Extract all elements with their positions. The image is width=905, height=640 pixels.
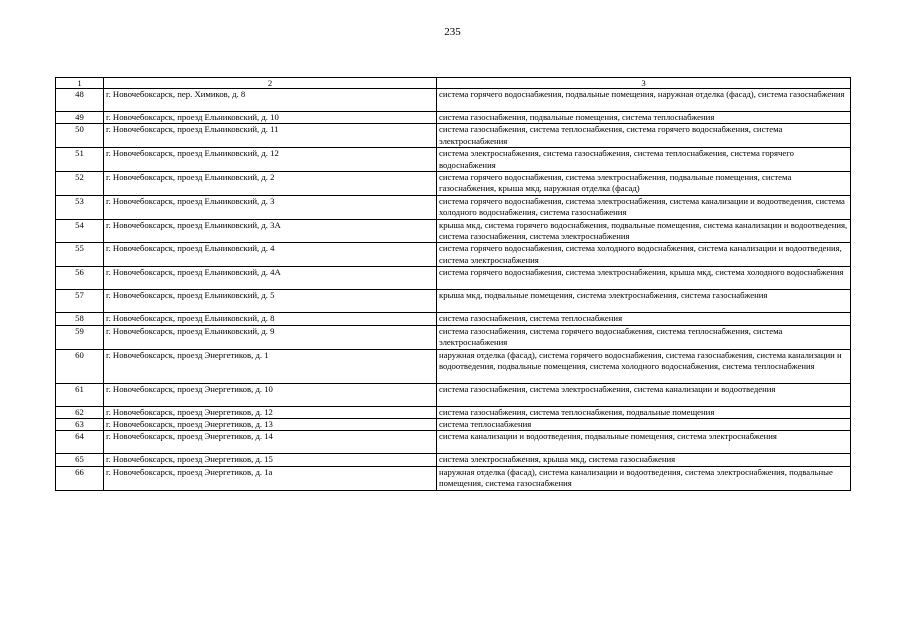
table-row	[56, 454, 851, 466]
row-number: 63	[56, 418, 104, 430]
row-address: г. Новочебоксарск, проезд Ельниковский, д. 12	[104, 148, 437, 172]
row-systems: система электроснабжения, система газоснабжения, система теплоснабжения, система горячего водоснабжения	[437, 148, 851, 172]
page-number: 235	[444, 26, 461, 38]
table-row	[56, 243, 851, 267]
table-row	[56, 148, 851, 172]
row-address: г. Новочебоксарск, проезд Энергетиков, д. 15	[104, 454, 437, 466]
row-number: 48	[56, 89, 104, 112]
row-number: 62	[56, 406, 104, 418]
row-number: 50	[56, 124, 104, 148]
column-header-number: 1	[56, 78, 104, 89]
table-row	[56, 313, 851, 325]
row-systems: система горячего водоснабжения, система электроснабжения, подвальные помещения, система газоснабжения, крыша мкд, наружная отделка (фасад)	[437, 172, 851, 196]
row-address: г. Новочебоксарск, проезд Ельниковский, д. 5	[104, 290, 437, 313]
table-row	[56, 112, 851, 124]
table-row	[56, 349, 851, 383]
table-row	[56, 290, 851, 313]
row-number: 53	[56, 195, 104, 219]
row-systems: наружная отделка (фасад), система горячего водоснабжения, система газоснабжения, система канализации и водоотведения, подвальные помещения, система холодного водоснабжения, система теплоснабжения	[437, 349, 851, 383]
row-systems: система газоснабжения, система теплоснабжения, подвальные помещения	[437, 406, 851, 418]
column-header-systems: 3	[437, 78, 851, 89]
row-number: 54	[56, 219, 104, 243]
row-address: г. Новочебоксарск, проезд Ельниковский, д. 4А	[104, 267, 437, 290]
table-row	[56, 267, 851, 290]
table-row	[56, 325, 851, 349]
row-number: 55	[56, 243, 104, 267]
column-header-address: 2	[104, 78, 437, 89]
row-address: г. Новочебоксарск, проезд Энергетиков, д. 13	[104, 418, 437, 430]
row-systems: система газоснабжения, система электроснабжения, система канализации и водоотведения	[437, 383, 851, 406]
table-row	[56, 195, 851, 219]
table-header-row	[56, 78, 851, 89]
row-systems: система газоснабжения, подвальные помещения, система теплоснабжения	[437, 112, 851, 124]
row-address: г. Новочебоксарск, проезд Ельниковский, д. 3А	[104, 219, 437, 243]
row-systems: система газоснабжения, система теплоснабжения, система горячего водоснабжения, система электроснабжения	[437, 124, 851, 148]
row-number: 61	[56, 383, 104, 406]
row-number: 60	[56, 349, 104, 383]
row-systems: система теплоснабжения	[437, 418, 851, 430]
row-number: 49	[56, 112, 104, 124]
table-row	[56, 89, 851, 112]
table-row	[56, 431, 851, 454]
row-address: г. Новочебоксарск, пер. Химиков, д. 8	[104, 89, 437, 112]
table-row	[56, 219, 851, 243]
row-systems: система канализации и водоотведения, подвальные помещения, система электроснабжения	[437, 431, 851, 454]
table-row	[56, 466, 851, 490]
row-systems: система горячего водоснабжения, система холодного водоснабжения, система канализации и водоотведения, система электроснабжения	[437, 243, 851, 267]
row-address: г. Новочебоксарск, проезд Ельниковский, д. 10	[104, 112, 437, 124]
row-number: 64	[56, 431, 104, 454]
row-address: г. Новочебоксарск, проезд Ельниковский, д. 4	[104, 243, 437, 267]
row-systems: система газоснабжения, система теплоснабжения	[437, 313, 851, 325]
row-systems: система горячего водоснабжения, система электроснабжения, крыша мкд, система холодного водоснабжения	[437, 267, 851, 290]
row-address: г. Новочебоксарск, проезд Ельниковский, д. 9	[104, 325, 437, 349]
row-systems: система горячего водоснабжения, подвальные помещения, наружная отделка (фасад), система газоснабжения	[437, 89, 851, 112]
table-row	[56, 124, 851, 148]
table-row	[56, 172, 851, 196]
table-row	[56, 406, 851, 418]
buildings-table	[55, 77, 851, 491]
row-address: г. Новочебоксарск, проезд Энергетиков, д. 1	[104, 349, 437, 383]
row-address: г. Новочебоксарск, проезд Ельниковский, д. 8	[104, 313, 437, 325]
row-address: г. Новочебоксарск, проезд Энергетиков, д. 12	[104, 406, 437, 418]
row-number: 66	[56, 466, 104, 490]
table-row	[56, 418, 851, 430]
row-address: г. Новочебоксарск, проезд Энергетиков, д. 10	[104, 383, 437, 406]
row-number: 57	[56, 290, 104, 313]
row-systems: система газоснабжения, система горячего водоснабжения, система теплоснабжения, система электроснабжения	[437, 325, 851, 349]
row-systems: система электроснабжения, крыша мкд, система газоснабжения	[437, 454, 851, 466]
row-address: г. Новочебоксарск, проезд Энергетиков, д. 1а	[104, 466, 437, 490]
row-address: г. Новочебоксарск, проезд Энергетиков, д. 14	[104, 431, 437, 454]
row-number: 65	[56, 454, 104, 466]
row-address: г. Новочебоксарск, проезд Ельниковский, д. 11	[104, 124, 437, 148]
row-systems: крыша мкд, подвальные помещения, система электроснабжения, система газоснабжения	[437, 290, 851, 313]
row-number: 59	[56, 325, 104, 349]
row-systems: система горячего водоснабжения, система электроснабжения, система канализации и водоотведения, система холодного водоснабжения, система газоснабжения	[437, 195, 851, 219]
row-systems: крыша мкд, система горячего водоснабжения, подвальные помещения, система канализации и водоотведения, система газоснабжения, система электроснабжения	[437, 219, 851, 243]
row-systems: наружная отделка (фасад), система канализации и водоотведения, система электроснабжения, подвальные помещения, система газоснабжения	[437, 466, 851, 490]
row-number: 56	[56, 267, 104, 290]
row-number: 58	[56, 313, 104, 325]
row-number: 51	[56, 148, 104, 172]
table-row	[56, 383, 851, 406]
row-address: г. Новочебоксарск, проезд Ельниковский, д. 3	[104, 195, 437, 219]
row-number: 52	[56, 172, 104, 196]
row-address: г. Новочебоксарск, проезд Ельниковский, д. 2	[104, 172, 437, 196]
